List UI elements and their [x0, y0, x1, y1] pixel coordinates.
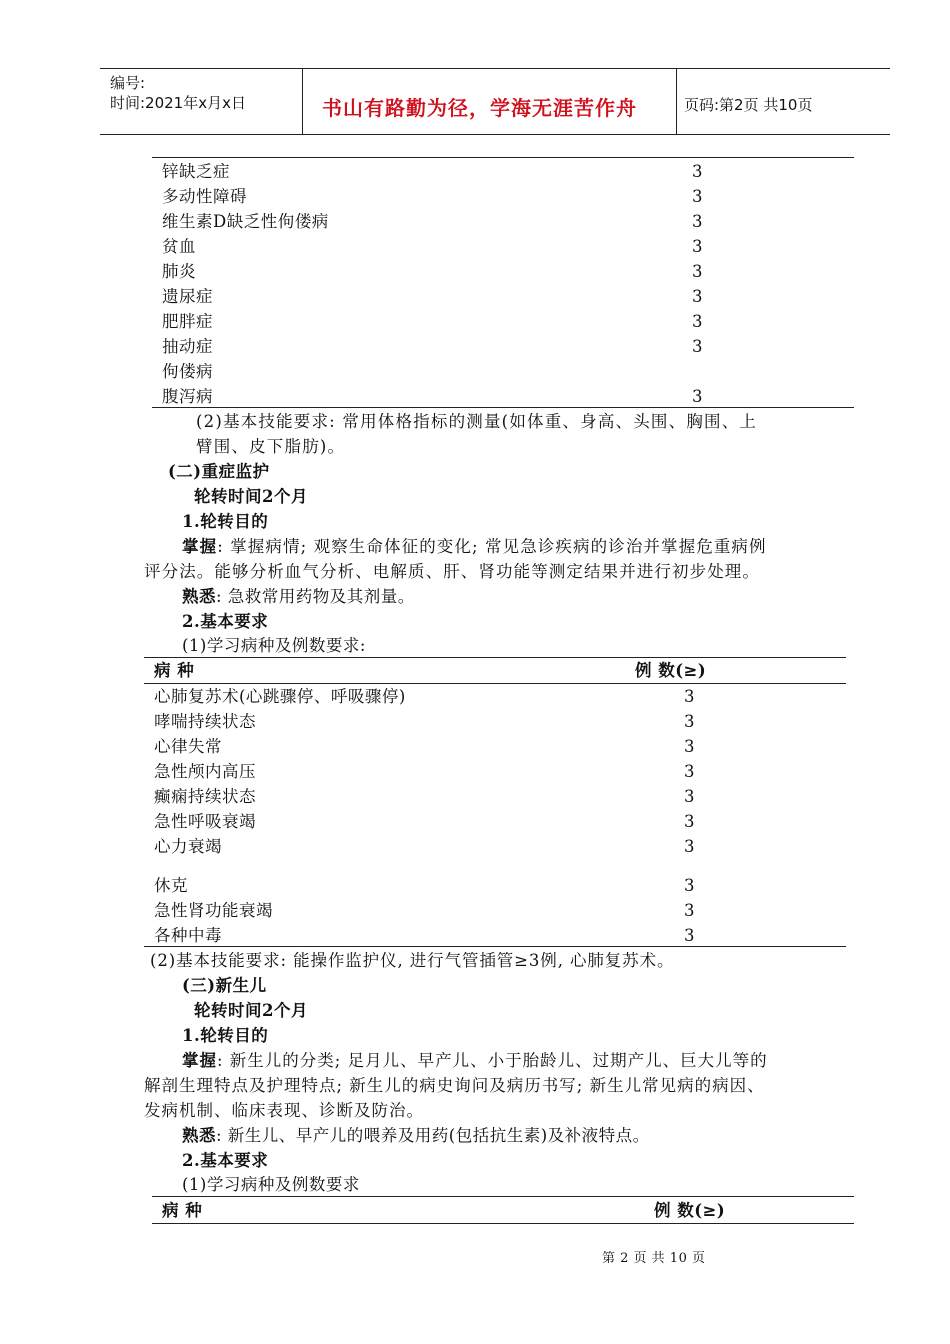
section3-familiar-line: [182, 1126, 650, 1146]
disease-name: 腹泻病: [162, 387, 213, 406]
disease-name: 急性呼吸衰竭: [154, 812, 256, 831]
table-row: [154, 926, 854, 948]
master-text: : 掌握病情; 观察生命体征的变化; 常见急诊疾病的诊治并掌握危重病例: [217, 537, 767, 556]
skill-requirement-1-line1: (2)基本技能要求: 常用体格指标的测量(如体重、身高、头围、胸围、上: [196, 412, 758, 431]
table-row: [162, 312, 862, 334]
table3-col-count: 例 数(≥): [654, 1201, 726, 1220]
familiar-text: : 急救常用药物及其剂量。: [216, 587, 415, 606]
case-count: 3: [684, 901, 695, 920]
table-row: [154, 876, 854, 898]
table-row: [154, 812, 854, 834]
table-row: [162, 237, 862, 259]
disease-name: 维生素D缺乏性佝偻病: [162, 212, 329, 231]
familiar-text: : 新生儿、早产儿的喂养及用药(包括抗生素)及补液特点。: [216, 1126, 650, 1145]
disease-name: 佝偻病: [162, 362, 213, 381]
section2-basic-heading: 2.基本要求: [182, 612, 269, 631]
table2-header-rule: [144, 683, 846, 684]
header-time-label: 时间:2021年x月x日: [110, 94, 246, 112]
familiar-label: 熟悉: [182, 1126, 216, 1145]
disease-name: 锌缺乏症: [162, 162, 230, 181]
master-text: : 新生儿的分类; 足月儿、早产儿、小于胎龄儿、过期产儿、巨大儿等的: [217, 1051, 768, 1070]
skill-requirement-2: (2)基本技能要求: 能操作监护仪, 进行气管插管≥3例, 心肺复苏术。: [150, 951, 675, 970]
table-row: [162, 362, 862, 384]
section2-master-line2: 评分法。能够分析血气分析、电解质、肝、肾功能等测定结果并进行初步处理。: [144, 562, 760, 581]
case-count: 3: [684, 737, 695, 756]
disease-name: 癫痫持续状态: [154, 787, 256, 806]
master-label: 掌握: [182, 537, 218, 556]
header-page-label: 页码:第2页 共10页: [684, 96, 813, 114]
disease-name: 心律失常: [154, 737, 222, 756]
case-count: 3: [684, 926, 695, 945]
table3-top-rule: [152, 1196, 854, 1197]
table-row: [162, 212, 862, 234]
case-count: 3: [692, 387, 703, 406]
table-row: [154, 737, 854, 759]
disease-name: 多动性障碍: [162, 187, 247, 206]
header-top-rule: [100, 68, 890, 69]
case-count: 3: [692, 262, 703, 281]
section2-heading: (二)重症监护: [168, 462, 270, 481]
table-row: [162, 162, 862, 184]
disease-name: 哮喘持续状态: [154, 712, 256, 731]
skill-requirement-1-line2: 臂围、皮下脂肪)。: [196, 437, 346, 456]
table-row: [162, 387, 862, 409]
disease-name: 休克: [154, 876, 188, 895]
case-count: 3: [684, 712, 695, 731]
table3-col-disease: 病 种: [162, 1201, 203, 1220]
master-label: 掌握: [182, 1051, 217, 1070]
case-count: 3: [692, 312, 703, 331]
section2-purpose-heading: 1.轮转目的: [182, 512, 269, 531]
table-row: [154, 762, 854, 784]
table-row: [154, 901, 854, 923]
disease-name: 心肺复苏术(心跳骤停、呼吸骤停): [154, 687, 406, 706]
table1-bottom-rule: [152, 407, 854, 408]
case-count: 3: [684, 762, 695, 781]
section3-master-line3: 发病机制、临床表现、诊断及防治。: [144, 1101, 424, 1120]
disease-name: 抽动症: [162, 337, 213, 356]
table1-top-rule: [152, 157, 854, 158]
disease-name: 贫血: [162, 237, 196, 256]
header-number-label: 编号:: [110, 74, 146, 92]
disease-name: 急性颅内高压: [154, 762, 256, 781]
section2-master-line1: [182, 537, 767, 557]
table2-top-rule: [144, 657, 846, 658]
section3-purpose-heading: 1.轮转目的: [182, 1026, 269, 1045]
table-row: [154, 712, 854, 734]
section3-rotation-time: 轮转时间2个月: [194, 1001, 308, 1020]
case-count: 3: [684, 812, 695, 831]
disease-name: 遗尿症: [162, 287, 213, 306]
table2-col-count: 例 数(≥): [635, 661, 707, 680]
case-count: 3: [692, 212, 703, 231]
table-row: [162, 187, 862, 209]
disease-name: 肺炎: [162, 262, 196, 281]
table-row: [154, 687, 854, 709]
familiar-label: 熟悉: [182, 587, 216, 606]
case-count: 3: [684, 876, 695, 895]
case-count: 3: [692, 162, 703, 181]
case-count: 3: [684, 687, 695, 706]
section3-master-line1: [182, 1051, 768, 1071]
disease-name: 各种中毒: [154, 926, 222, 945]
table3-header-rule: [152, 1223, 854, 1224]
section2-rotation-time: 轮转时间2个月: [194, 487, 308, 506]
table2-bottom-rule: [144, 946, 846, 947]
table-row: [162, 262, 862, 284]
table2-col-disease: 病 种: [154, 661, 195, 680]
section2-learning-requirement: (1)学习病种及例数要求:: [182, 636, 366, 655]
section2-familiar-line: [182, 587, 415, 607]
header-divider-left: [302, 68, 303, 134]
table-row: [162, 287, 862, 309]
case-count: 3: [692, 337, 703, 356]
header-bottom-rule: [100, 134, 890, 135]
header-motto: 书山有路勤为径，学海无涯苦作舟: [322, 96, 637, 120]
disease-name: 肥胖症: [162, 312, 213, 331]
table-row: [154, 787, 854, 809]
page-footer: 第 2 页 共 10 页: [602, 1251, 706, 1266]
disease-name: 急性肾功能衰竭: [154, 901, 273, 920]
section3-heading: (三)新生儿: [182, 976, 267, 995]
section3-basic-heading: 2.基本要求: [182, 1151, 269, 1170]
table-row: [162, 337, 862, 359]
case-count: 3: [692, 287, 703, 306]
header-divider-right: [676, 68, 677, 134]
section3-master-line2: 解剖生理特点及护理特点; 新生儿的病史询问及病历书写; 新生儿常见病的病因、: [144, 1076, 765, 1095]
case-count: 3: [684, 837, 695, 856]
disease-name: 心力衰竭: [154, 837, 222, 856]
case-count: 3: [692, 187, 703, 206]
case-count: 3: [684, 787, 695, 806]
section3-learning-requirement: (1)学习病种及例数要求: [182, 1175, 360, 1194]
table-row: [154, 837, 854, 859]
case-count: 3: [692, 237, 703, 256]
